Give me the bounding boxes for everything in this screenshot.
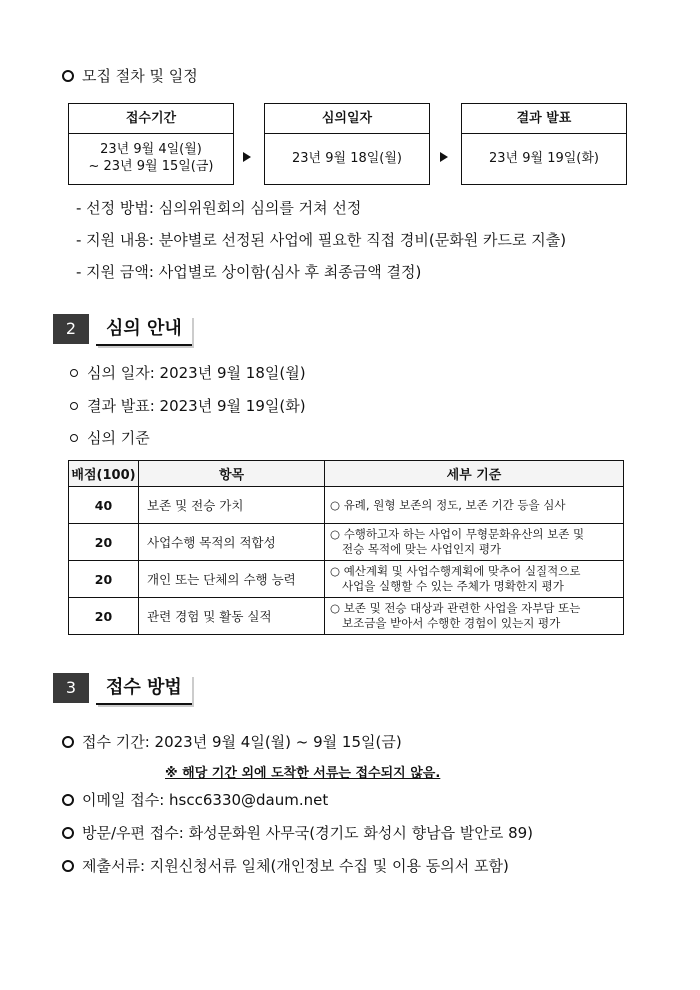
circle-bullet-icon — [62, 860, 74, 872]
section-title-review: 심의 안내 — [96, 316, 192, 346]
circle-bullet-icon — [70, 402, 78, 410]
table-row — [69, 561, 624, 598]
late-submission-notice: ※ 해당 기간 외에 도착한 서류는 접수되지 않음. — [165, 766, 441, 781]
criteria-table — [68, 460, 624, 635]
circle-bullet-icon — [62, 794, 74, 806]
flow-box-review — [264, 103, 430, 185]
circle-bullet-icon — [70, 369, 78, 377]
flow-box-result — [461, 103, 627, 185]
table-header-row — [69, 461, 624, 487]
flow-box-receipt — [68, 103, 234, 185]
row-score: 20 — [69, 598, 139, 635]
row-detail: ○ 유례, 원형 보존의 정도, 보존 기간 등을 심사 — [325, 487, 624, 524]
column-header-item: 항목 — [139, 461, 325, 487]
circle-bullet-icon — [62, 70, 74, 82]
row-detail: ○ 수행하고자 하는 사업이 무형문화유산의 보존 및 전승 목적에 맞는 사업인지 평가 — [325, 524, 624, 561]
section-number-3: 3 — [53, 673, 89, 703]
review-criteria-label: 심의 기준 — [70, 428, 150, 448]
section-title-submission: 접수 방법 — [96, 675, 192, 705]
flow-box-title: 접수기간 — [69, 104, 233, 134]
circle-bullet-icon — [62, 827, 74, 839]
schedule-heading: 모집 절차 및 일정 — [62, 66, 198, 86]
circle-bullet-icon — [70, 434, 78, 442]
flow-box-title: 심의일자 — [265, 104, 429, 134]
selection-method: - 선정 방법: 심의위원회의 심의를 거쳐 선정 — [76, 199, 362, 217]
table-row — [69, 598, 624, 635]
row-score: 20 — [69, 561, 139, 598]
row-item: 사업수행 목적의 적합성 — [139, 524, 325, 561]
arrow-right-icon — [243, 152, 251, 162]
support-amount: - 지원 금액: 사업별로 상이함(심사 후 최종금액 결정) — [76, 263, 422, 281]
email-submission: 이메일 접수: hscc6330@daum.net — [62, 790, 328, 810]
flow-box-line: ~ 23년 9월 15일(금) — [88, 159, 214, 174]
support-content: - 지원 내용: 분야별로 선정된 사업에 필요한 직접 경비(문화원 카드로 지출) — [76, 231, 567, 249]
arrow-right-icon — [440, 152, 448, 162]
row-detail: ○ 예산계획 및 사업수행계획에 맞추어 실질적으로 사업을 실행할 수 있는 주체가 명확한지 평가 — [325, 561, 624, 598]
flow-box-line: 23년 9월 4일(월) — [100, 142, 202, 157]
row-item: 보존 및 전승 가치 — [139, 487, 325, 524]
required-documents: 제출서류: 지원신청서류 일체(개인정보 수집 및 이용 동의서 포함) — [62, 856, 509, 876]
table-row — [69, 487, 624, 524]
flow-box-title: 결과 발표 — [462, 104, 626, 134]
column-header-detail: 세부 기준 — [325, 461, 624, 487]
flow-box-line: 23년 9월 19일(화) — [489, 150, 599, 166]
row-item: 개인 또는 단체의 수행 능력 — [139, 561, 325, 598]
circle-bullet-icon — [62, 736, 74, 748]
submission-period: 접수 기간: 2023년 9월 4일(월) ~ 9월 15일(금) — [62, 732, 402, 752]
section-number-2: 2 — [53, 314, 89, 344]
row-score: 40 — [69, 487, 139, 524]
visit-mail-submission: 방문/우편 접수: 화성문화원 사무국(경기도 화성시 향남읍 발안로 89) — [62, 823, 533, 843]
row-item: 관련 경험 및 활동 실적 — [139, 598, 325, 635]
result-date: 결과 발표: 2023년 9월 19일(화) — [70, 396, 306, 416]
column-header-score: 배점(100) — [69, 461, 139, 487]
table-row — [69, 524, 624, 561]
row-score: 20 — [69, 524, 139, 561]
row-detail: ○ 보존 및 전승 대상과 관련한 사업을 자부담 또는 보조금을 받아서 수행한 경험이 있는지 평가 — [325, 598, 624, 635]
review-date: 심의 일자: 2023년 9월 18일(월) — [70, 363, 306, 383]
flow-box-line: 23년 9월 18일(월) — [292, 150, 402, 166]
